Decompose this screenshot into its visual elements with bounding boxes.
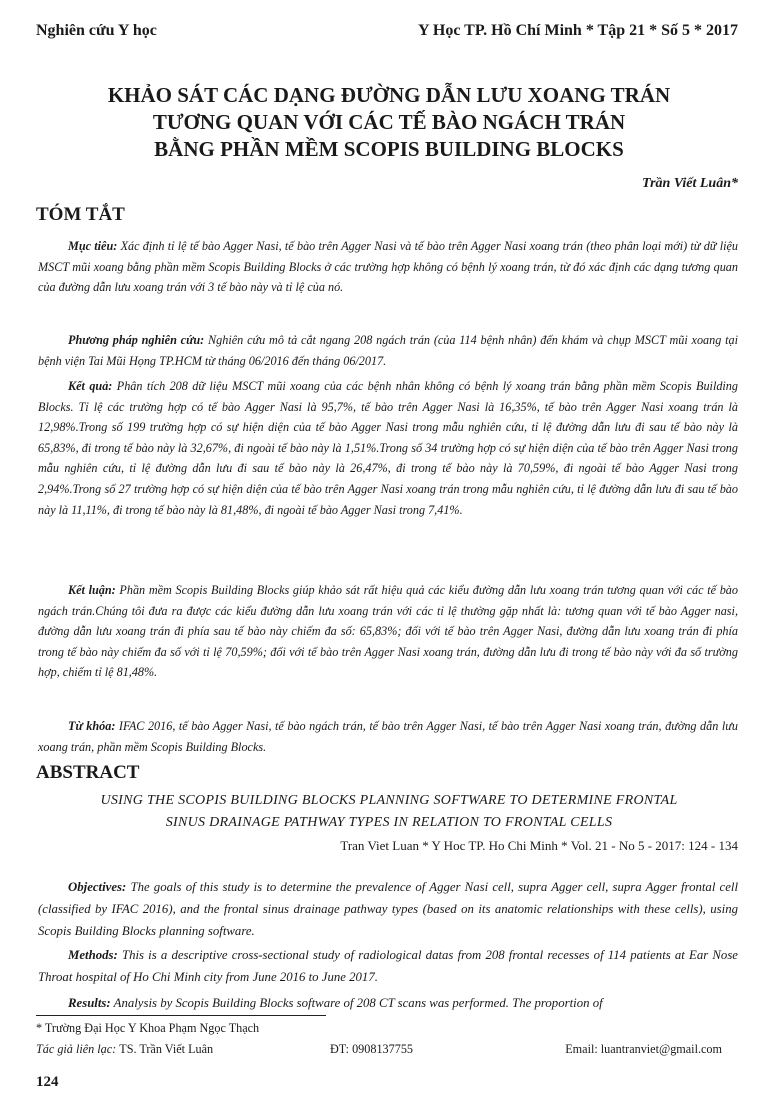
footnote-rule [36,1015,326,1016]
english-title-line-2: SINUS DRAINAGE PATHWAY TYPES IN RELATION TO FRONTAL CELLS [165,815,613,830]
ketluan-paragraph [38,580,738,683]
muctieu-text: Xác định tỉ lệ tế bào Agger Nasi, tế bào trên Agger Nasi và tế bào trên Agger Nasi xoang trán (theo phân loại mới) từ dữ liệu MSCT mũi xoang bằng phần mềm Scopis Building Blocks ở các trường hợp không có bệnh lý xoang trán, từ đó xác định các dạng tương quan của đường dẫn lưu xoang trán với 3 tế bào này và tỉ lệ của nó. [38,239,738,295]
ketqua-text: Phân tích 208 dữ liệu MSCT mũi xoang của các bệnh nhân không có bệnh lý xoang trán bằng phần mềm Scopis Building Blocks. Tỉ lệ các trường hợp có tế bào Agger Nasi là 95,7%, tế bào trên Agger Nasi là 16,35%, tế bào trên Agger Nasi xoang trán là 12,98%.Trong số 199 trường hợp có sự hiện diện của tế bào Agger Nasi trong mẫu nghiên cứu, tỉ lệ đường dẫn lưu đi sau tế bào này là 65,83%, đi trong tế bào này là 32,67%, đi ngoài tế bào này là 1,51%.Trong số 34 trường hợp có sự hiện diện của tế bào trên Agger Nasi trong mẫu nghiên cứu, tỉ lệ đường dẫn lưu đi sau tế bào này là 26,47%, đi trong tế bào này là 70,59%, đi ngoài tế bào Agger Nasi trong 2,94%.Trong số 27 trường hợp có sự hiện diện của tế bào trên Agger Nasi xoang trán trong mẫu nghiên cứu, tỉ lệ đường dẫn lưu đi sau tế bào này là 11,11%, đi trong tế bào này là 81,48%, đi ngoài tế bào Agger Nasi trong 7,41%. [38,379,738,517]
running-header-right: Y Học TP. Hồ Chí Minh * Tập 21 * Số 5 * 2017 [417,22,738,39]
citation: Tran Viet Luan * Y Hoc TP. Ho Chi Minh * Vol. 21 - No 5 - 2017: 124 - 134 [340,838,738,853]
muctieu-paragraph [38,236,738,298]
running-header-left: Nghiên cứu Y học [36,22,157,39]
tukhoa-label: Từ khóa: [68,719,116,733]
contact-name: TS. Trần Viết Luân [119,1042,214,1056]
footnote-affiliation: * Trường Đại Học Y Khoa Phạm Ngọc Thạch [36,1021,260,1035]
ketqua-paragraph [38,376,738,520]
ppnc-label: Phương pháp nghiên cứu: [68,333,205,347]
contact-label: Tác giả liên lạc: [36,1042,117,1056]
objectives-label: Objectives: [68,880,127,894]
ketluan-label: Kết luận: [68,583,116,597]
results-text: Analysis by Scopis Building Blocks software of 208 CT scans was performed. The proportion of [113,996,603,1010]
methods-label: Methods: [68,948,118,962]
objectives-paragraph [38,876,738,942]
tukhoa-text: IFAC 2016, tế bào Agger Nasi, tế bào ngách trán, tế bào trên Agger Nasi, tế bào trên Agger Nasi xoang trán, đường dẫn lưu xoang trán, phần mềm Scopis Building Blocks. [38,719,738,754]
contact-phone: ĐT: 0908137755 [330,1042,414,1056]
results-label: Results: [68,996,111,1010]
methods-text: This is a descriptive cross-sectional study of radiological datas from 208 frontal recesses of 114 patients at Ear Nose Throat hospital of Ho Chi Minh city from June 2016 to June 2017. [38,948,738,984]
author-name: Trần Viết Luân* [642,176,738,191]
contact-email: Email: luantranviet@gmail.com [565,1042,722,1056]
methods-paragraph [38,944,738,988]
title-line-2: TƯƠNG QUAN VỚI CÁC TẾ BÀO NGÁCH TRÁN [152,110,626,134]
objectives-text: The goals of this study is to determine the prevalence of Agger Nasi cell, supra Agger cell, supra Agger frontal cell (classified by IFAC 2016), and the frontal sinus drainage pathway types (based on its anatomic relationships with these cells), using Scopis Building Blocks planning software. [38,880,738,938]
title-line-1: KHẢO SÁT CÁC DẠNG ĐƯỜNG DẪN LƯU XOANG TRÁN [107,83,671,107]
ketqua-label: Kết quả: [68,379,113,393]
results-paragraph [38,992,738,1014]
tomtat-heading: TÓM TẮT [36,204,125,225]
english-title [40,790,738,834]
title-line-3: BẰNG PHẦN MỀM SCOPIS BUILDING BLOCKS [154,137,624,161]
article-title [40,82,738,163]
abstract-heading: ABSTRACT [36,762,140,783]
english-title-line-1: USING THE SCOPIS BUILDING BLOCKS PLANNING SOFTWARE TO DETERMINE FRONTAL [100,793,678,808]
page-number: 124 [36,1074,59,1090]
tukhoa-paragraph [38,716,738,757]
muctieu-label: Mục tiêu: [68,239,118,253]
ppnc-paragraph [38,330,738,371]
ketluan-text: Phần mềm Scopis Building Blocks giúp khảo sát rất hiệu quả các kiểu đường dẫn lưu xoang trán tương quan với các tế bào ngách trán.Chúng tôi đưa ra được các kiểu đường dẫn lưu xoang trán với các tỉ lệ thường gặp nhất là: tương quan với tế bào Agger nasi, đường dẫn lưu xoang trán đi phía sau tế bào này chiếm đa số: 65,83%; đối với tế bào trên Agger Nasi, đường dẫn lưu xoang trán đi phía trong tế bào này chiếm đa số với tỉ lệ 70,59%; đối với tế bào trên Agger Nasi xoang trán, đường dẫn lưu đi trong tế bào này với đa số trường hợp, chiếm tỉ lệ 81,48%. [38,583,738,680]
ppnc-text: Nghiên cứu mô tả cắt ngang 208 ngách trán (của 114 bệnh nhân) đến khám và chụp MSCT mũi xoang tại bệnh viện Tai Mũi Họng TP.HCM từ tháng 06/2016 đến tháng 06/2017. [38,333,739,368]
footnote-contact [36,1042,213,1057]
